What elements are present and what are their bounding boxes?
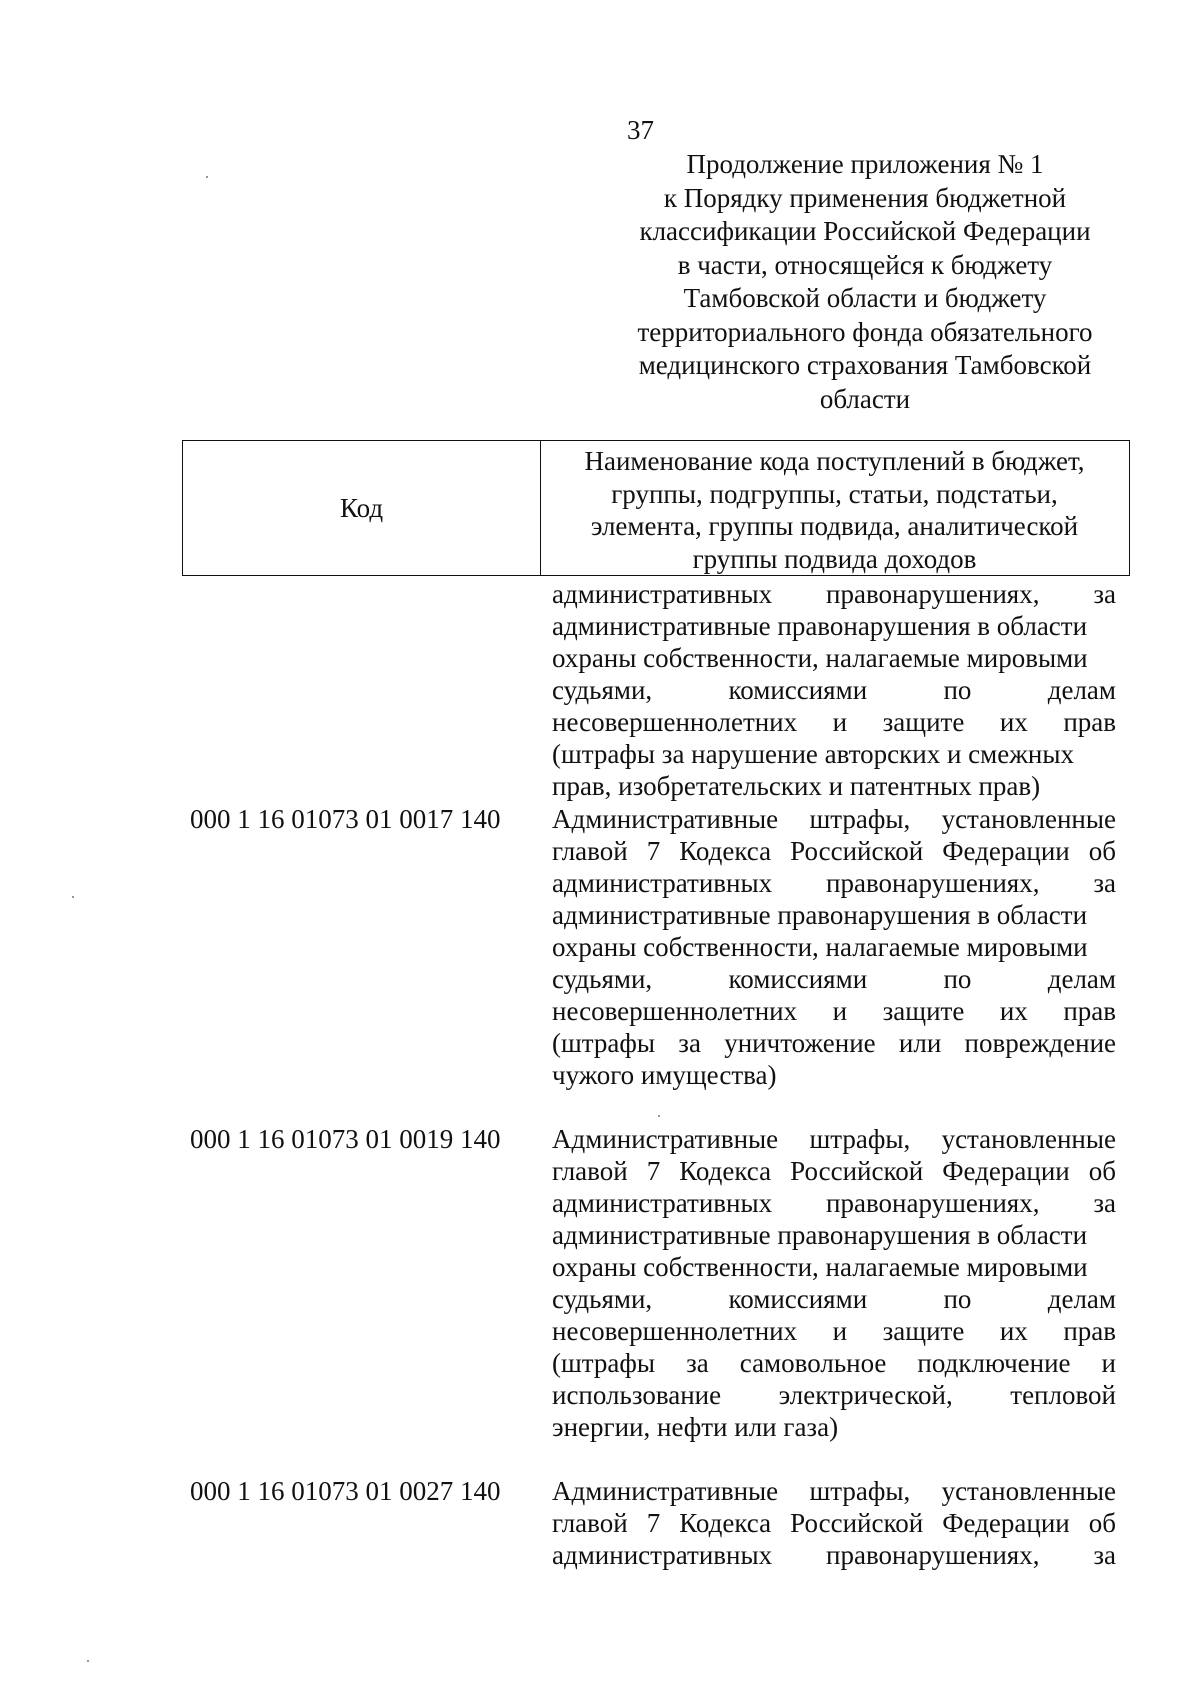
description-line: несовершеннолетних и защите их прав xyxy=(552,996,1116,1026)
description-line: Административные штрафы, установленные xyxy=(552,1476,1116,1506)
appendix-header-line: Тамбовской области и бюджету xyxy=(683,283,1047,313)
appendix-header-line: Продолжение приложения № 1 xyxy=(686,149,1044,179)
description-line: судьями, комиссиями по делам xyxy=(552,675,1116,705)
description-line: административные правонарушения в области xyxy=(552,611,1088,641)
description-line: Административные штрафы, установленные xyxy=(552,1124,1116,1154)
description-line: (штрафы за уничтожение или повреждение xyxy=(552,1028,1116,1058)
column-header-name-line: элемента, группы подвида, аналитической xyxy=(590,511,1079,541)
description-line: прав, изобретательских и патентных прав) xyxy=(552,771,1041,801)
row-code: 000 1 16 01073 01 0017 140 xyxy=(190,804,501,834)
description-line: несовершеннолетних и защите их прав xyxy=(552,707,1116,737)
column-header-name-line: группы, подгруппы, статьи, подстатьи, xyxy=(611,478,1058,509)
appendix-header-line: к Порядку применения бюджетной xyxy=(663,182,1067,213)
description-line: охраны собственности, налагаемые мировыми xyxy=(552,643,1088,673)
column-header-name-line: группы подвида доходов xyxy=(692,543,977,574)
description-line: (штрафы за нарушение авторских и смежных xyxy=(552,739,1074,769)
description-line: (штрафы за самовольное подключение и xyxy=(552,1348,1116,1378)
description-line: Административные штрафы, установленные xyxy=(552,804,1116,834)
appendix-header-line: области xyxy=(819,383,911,414)
description-line: главой 7 Кодекса Российской Федерации об xyxy=(552,1156,1116,1186)
description-line: энергии, нефти или газа) xyxy=(552,1412,839,1442)
page-number: 37 xyxy=(627,115,654,145)
column-header-code-label: Код xyxy=(339,492,384,523)
appendix-header xyxy=(615,148,1115,416)
description-line: охраны собственности, налагаемые мировыми xyxy=(552,1252,1088,1282)
appendix-header-line: медицинского страхования Тамбовской xyxy=(638,350,1092,380)
description-line: административных правонарушениях, за xyxy=(552,868,1116,898)
description-line: административных правонарушениях, за xyxy=(552,1188,1116,1218)
description-line: судьями, комиссиями по делам xyxy=(552,1284,1116,1314)
row-code: 000 1 16 01073 01 0019 140 xyxy=(190,1124,501,1154)
row-description xyxy=(552,1475,1116,1571)
scan-speck xyxy=(658,1115,660,1117)
appendix-header-line: классификации Российской Федерации xyxy=(639,216,1091,246)
row-description xyxy=(552,803,1116,1091)
description-line: главой 7 Кодекса Российской Федерации об xyxy=(552,836,1116,866)
description-line: административные правонарушения в области xyxy=(552,900,1088,930)
continuation-description xyxy=(552,578,1116,802)
column-header-name xyxy=(542,445,1127,575)
row-description xyxy=(552,1123,1116,1443)
description-line: административные правонарушения в области xyxy=(552,1220,1088,1250)
column-header-code xyxy=(183,441,540,575)
description-line: охраны собственности, налагаемые мировыми xyxy=(552,932,1088,962)
description-line: использование электрической, тепловой xyxy=(552,1380,1116,1410)
description-line: административных правонарушениях, за xyxy=(552,579,1116,609)
description-line: чужого имущества) xyxy=(552,1060,777,1090)
column-header-name-line: Наименование кода поступлений в бюджет, xyxy=(584,446,1085,476)
description-line: административных правонарушениях, за xyxy=(552,1540,1116,1570)
scan-speck xyxy=(72,896,74,898)
appendix-header-line: в части, относящейся к бюджету xyxy=(677,249,1053,280)
description-line: несовершеннолетних и защите их прав xyxy=(552,1316,1116,1346)
description-line: главой 7 Кодекса Российской Федерации об xyxy=(552,1508,1116,1538)
table-header xyxy=(182,440,1130,576)
row-code: 000 1 16 01073 01 0027 140 xyxy=(190,1476,501,1506)
scan-speck xyxy=(87,1660,89,1662)
column-divider xyxy=(540,441,541,575)
appendix-header-line: территориального фонда обязательного xyxy=(637,316,1093,347)
scan-speck xyxy=(206,176,208,178)
description-line: судьями, комиссиями по делам xyxy=(552,964,1116,994)
